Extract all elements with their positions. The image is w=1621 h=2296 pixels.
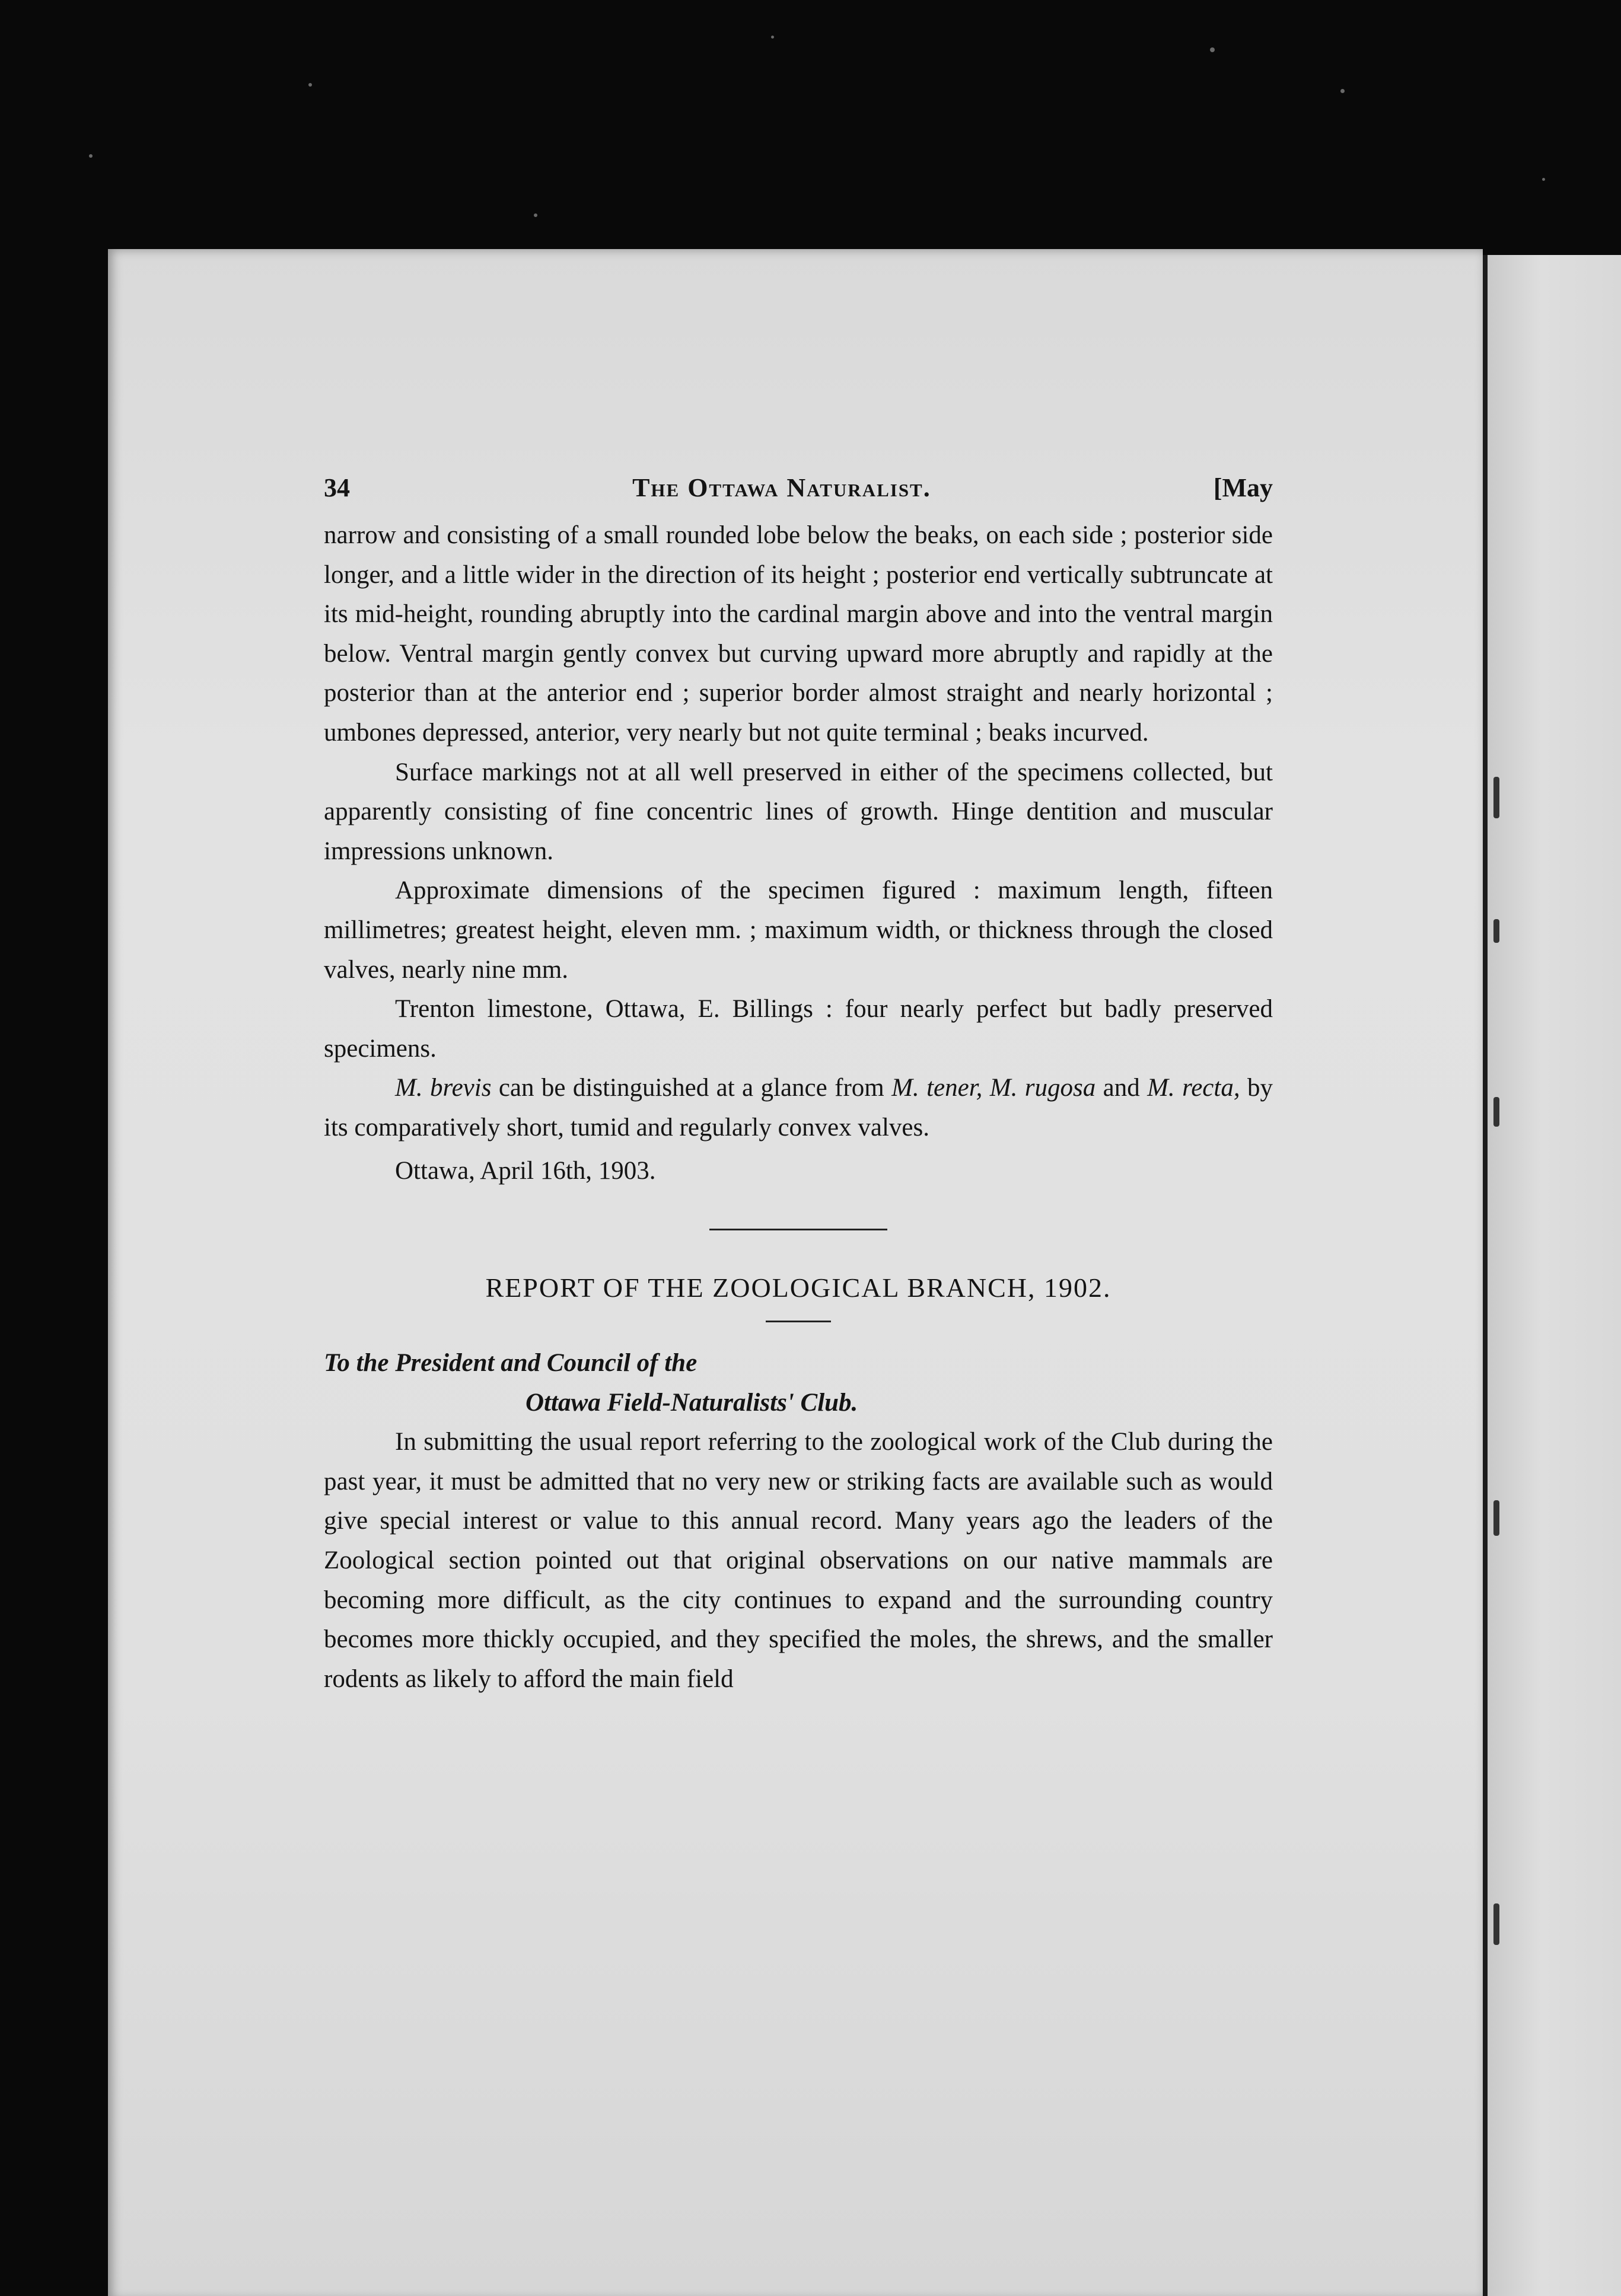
journal-title: The Ottawa Naturalist. <box>632 473 931 502</box>
adjacent-page-mark <box>1493 919 1499 943</box>
dust-speck <box>89 154 93 158</box>
page-number: 34 <box>324 473 350 502</box>
adjacent-page-edge <box>1488 255 1621 2296</box>
species-name: M. tener, M. rugosa <box>891 1074 1096 1102</box>
comparison-text: and <box>1095 1074 1148 1102</box>
page-gutter <box>1483 255 1488 2296</box>
adjacent-page-mark <box>1493 1097 1499 1127</box>
species-name: M. brevis <box>395 1074 492 1102</box>
paragraph-comparison <box>324 1069 1273 1147</box>
adjacent-page-mark <box>1493 1500 1499 1536</box>
comparison-text: by its comparatively short, tumid and regularly convex valves. <box>324 1074 1273 1141</box>
salutation-line: Ottawa Field-Naturalists' Club. <box>526 1388 858 1417</box>
adjacent-page-mark <box>1493 777 1499 818</box>
running-head <box>324 468 1273 516</box>
dust-speck <box>1542 178 1545 181</box>
comparison-text: can be distinguished at a glance from <box>491 1074 892 1102</box>
page-text <box>324 468 1273 1699</box>
dust-speck <box>534 213 537 217</box>
heading-rule <box>766 1321 831 1322</box>
report-heading: REPORT OF THE ZOOLOGICAL BRANCH, 1902. <box>485 1273 1112 1303</box>
dust-speck <box>1340 89 1345 93</box>
section-divider <box>709 1229 887 1230</box>
salutation-line: To the President and Council of the <box>324 1349 698 1377</box>
adjacent-page-mark <box>1493 1903 1499 1945</box>
paragraph-locality: Trenton limestone, Ottawa, E. Billings : four nearly perfect but badly preserved specimens. <box>324 995 1273 1063</box>
species-name: M. recta, <box>1147 1074 1240 1102</box>
report-body: In submitting the usual report referring to the zoological work of the Club during the past year, it must be admitted that no very new or striking facts are available such as would give special interest or value to this annual record. Many years ago the leaders of the Zoological section pointed out that original observations on our native mammals are becoming more difficult, as the city continues to expand and the surrounding country becomes more thickly occupied, and they specified the moles, the shrews, and the smaller rodents as likely to afford the main field <box>324 1428 1273 1693</box>
paragraph-description: narrow and consisting of a small rounded lobe below the beaks, on each side ; posterior side longer, and a little wider in the direction of its height ; posterior end vertically subtruncate at its mid-height, rounding abruptly into the cardinal margin above and into the ventral margin below. Ventral margin gently convex but curving upward more abruptly and rapidly at the posterior than at the anterior end ; superior border almost straight and nearly horizontal ; umbones depressed, anterior, very nearly but not quite terminal ; beaks incurved. <box>324 521 1273 747</box>
issue-month: [May <box>1213 473 1273 502</box>
paragraph-dimensions: Approximate dimensions of the specimen figured : maximum length, fifteen millimetres; greatest height, eleven mm. ; maximum width, or thickness through the closed valves, nearly nine mm. <box>324 876 1273 984</box>
dust-speck <box>308 83 312 87</box>
dust-speck <box>771 36 774 39</box>
dust-speck <box>1210 47 1215 52</box>
dateline: Ottawa, April 16th, 1903. <box>395 1156 656 1185</box>
paragraph-surface-markings: Surface markings not at all well preserved in either of the specimens collected, but apparently consisting of fine concentric lines of growth. Hinge dentition and muscular impressions unknown. <box>324 758 1273 865</box>
